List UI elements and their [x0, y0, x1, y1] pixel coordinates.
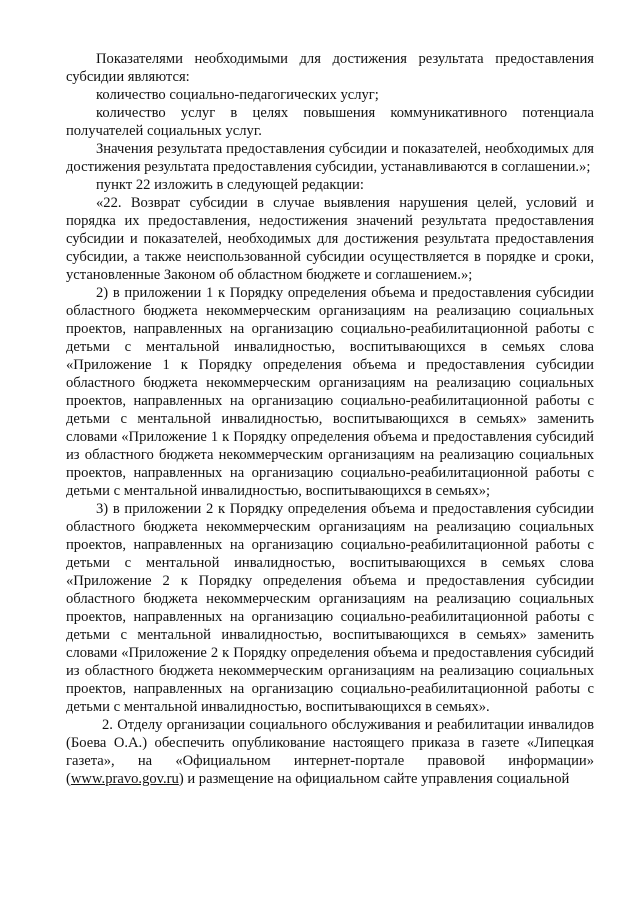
paragraph-values-agreement: Значения результата предоставления субсидии и показателей, необходимых для достижения результата предоставления субсидии, устанавливаются в соглашении.»;: [66, 141, 594, 175]
publication-tail: ) и размещение на официальном сайте управления социальной: [178, 771, 570, 787]
paragraph-indicators-intro: Показателями необходимыми для достижения результата предоставления субсидии являются:: [66, 51, 594, 85]
pravo-link[interactable]: www.pravo.gov.ru: [70, 771, 179, 787]
paragraph-appendix-1: 2) в приложении 1 к Порядку определения объема и предоставления субсидии областного бюджета некоммерческим организациям на реализацию социальных проектов, направленных на организацию социально-реабилитационной работы с детьми с ментальной инвалидностью, воспитывающихся в семьях слова «Приложение 1 к Порядку определения объема и предоставления субсидии областного бюджета некоммерческим организациям на реализацию социальных проектов, направленных на организацию социально-реабилитационной работы с детьми с ментальной инвалидностью, воспитывающихся в семьях» заменить словами «Приложение 1 к Порядку определения объема и предоставления субсидий из областного бюджета некоммерческим организациям на реализацию социальных проектов, направленных на организацию социально-реабилитационной работы с детьми с ментальной инвалидностью, воспитывающихся в семьях»;: [66, 285, 594, 499]
paragraph-point-22-intro: пункт 22 изложить в следующей редакции:: [96, 177, 364, 193]
document-body: [66, 50, 594, 788]
paragraph-appendix-2: 3) в приложении 2 к Порядку определения объема и предоставления субсидии областного бюджета некоммерческим организациям на реализацию социальных проектов, направленных на организацию социально-реабилитационной работы с детьми с ментальной инвалидностью, воспитывающихся в семьях слова «Приложение 2 к Порядку определения объема и предоставления субсидии областного бюджета некоммерческим организациям на реализацию социальных проектов, направленных на организацию социально-реабилитационной работы с детьми с ментальной инвалидностью, воспитывающихся в семьях» заменить словами «Приложение 2 к Порядку определения объема и предоставления субсидий из областного бюджета некоммерческим организациям на реализацию социальных проектов, направленных на организацию социально-реабилитационной работы с детьми с ментальной инвалидностью, воспитывающихся в семьях».: [66, 501, 594, 715]
paragraph-publication: [66, 716, 594, 788]
paragraph-ped-services: количество социально-педагогических услуг;: [96, 87, 379, 103]
publication-text: 2. Отделу организации социального обслуживания и реабилитации инвалидов (Боева О.А.) обеспечить опубликование настоящего приказа в газете «Липецкая газета», на «Официальном интернет-портале правовой информации» (: [66, 717, 594, 787]
paragraph-point-22-text: «22. Возврат субсидии в случае выявления нарушения целей, условий и порядка их предоставления, недостижения значений результата предоставления субсидии и показателей, необходимых для достижения результата предоставления субсидии, а также неиспользованной субсидии осуществляется в порядке и сроки, установленные Законом об областном бюджете и соглашением.»;: [66, 195, 594, 283]
paragraph-communicative-services: количество услуг в целях повышения коммуникативного потенциала получателей социальных услуг.: [66, 105, 594, 139]
